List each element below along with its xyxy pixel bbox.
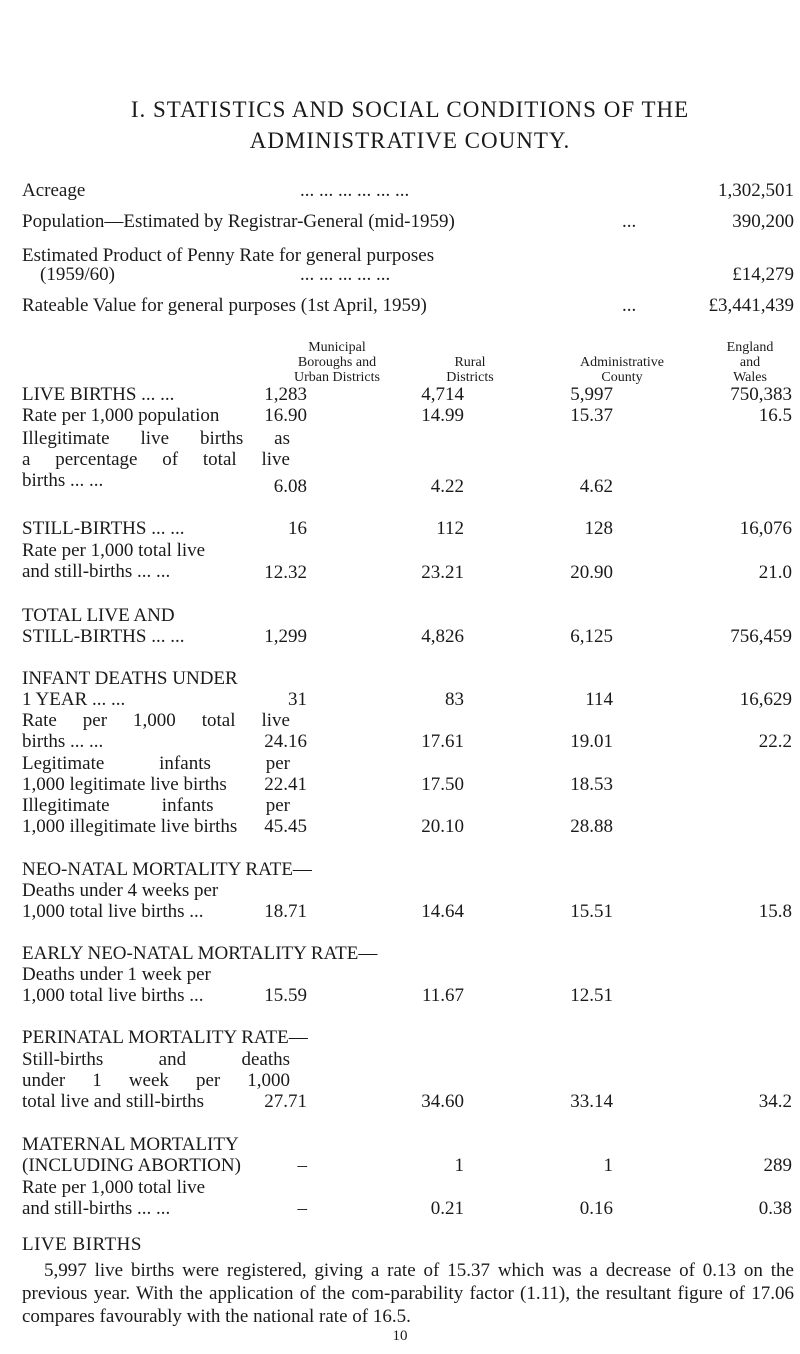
row-label-line: births ... ... [22, 470, 104, 491]
cell-value: 45.45 [264, 816, 307, 837]
cell-value: 12.32 [264, 562, 307, 583]
cell-value: 1 [603, 1155, 613, 1176]
page-number: 10 [392, 1328, 408, 1344]
cell-value: 5,997 [570, 384, 613, 405]
summary-value-penny-rate: £14,279 [732, 264, 794, 285]
section-heading-perinatal: PERINATAL MORTALITY RATE— [22, 1027, 308, 1048]
row-label-still-birth-rate [22, 540, 205, 582]
row-label-line: Legitimate infants per [22, 753, 290, 774]
cell-value: 20.10 [421, 816, 464, 837]
cell-value: 16.5 [758, 405, 792, 426]
row-label-line: and still-births ... ... [22, 1198, 171, 1219]
row-label-live-births: LIVE BIRTHS ... ... [22, 384, 175, 405]
section-heading-live-births: LIVE BIRTHS [22, 1234, 142, 1255]
cell-value: 22.2 [758, 731, 792, 752]
cell-value: 34.60 [421, 1091, 464, 1112]
row-label-line: INFANT DEATHS UNDER [22, 668, 238, 689]
section-heading-early-neo-natal: EARLY NEO-NATAL MORTALITY RATE— [22, 943, 378, 964]
cell-value: 4.62 [579, 476, 613, 497]
cell-value: 28.88 [570, 816, 613, 837]
cell-value: 114 [585, 689, 613, 710]
row-label-line: Rate per 1,000 total live [22, 1177, 206, 1198]
row-label-line: STILL-BIRTHS ... ... [22, 626, 185, 647]
cell-value: 4,714 [421, 384, 464, 405]
cell-value: 750,383 [730, 384, 792, 405]
row-label-neo-natal [22, 880, 218, 922]
row-label-line: Illegitimate infants per [22, 795, 290, 816]
row-label-line: Deaths under 4 weeks per [22, 880, 219, 901]
row-label-still-births: STILL-BIRTHS ... ... [22, 518, 185, 539]
cell-value: 27.71 [264, 1091, 307, 1112]
cell-value: 21.0 [758, 562, 792, 583]
summary-leader-population: ... [622, 211, 637, 232]
summary-label-acreage: Acreage [22, 180, 86, 201]
cell-value: 756,459 [730, 626, 792, 647]
column-header-line: Administrative [580, 355, 664, 370]
title-line-1: I. STATISTICS AND SOCIAL CONDITIONS OF THE [130, 97, 690, 122]
cell-value: 83 [445, 689, 464, 710]
column-header-england-wales [700, 340, 800, 385]
cell-value: 6.08 [273, 476, 307, 497]
row-label-rate-population: Rate per 1,000 population [22, 405, 220, 426]
row-label-line: Deaths under 1 week per [22, 964, 211, 985]
cell-value: 1,299 [264, 626, 307, 647]
row-label-line: and still-births ... ... [22, 561, 171, 582]
row-label-line: 1,000 total live births ... [22, 901, 204, 922]
cell-value: 4.22 [430, 476, 464, 497]
row-label-line: Rate per 1,000 total live [22, 710, 290, 731]
section-heading-neo-natal: NEO-NATAL MORTALITY RATE— [22, 859, 312, 880]
cell-value: 22.41 [264, 774, 307, 795]
row-label-illegitimate-infants [22, 795, 290, 837]
cell-value: 1,283 [264, 384, 307, 405]
summary-leader-penny-rate: ... ... ... ... ... [300, 264, 391, 285]
row-label-line: 1,000 legitimate live births [22, 774, 227, 795]
column-header-rural [415, 355, 525, 385]
cell-value: 14.99 [421, 405, 464, 426]
cell-value: 12.51 [570, 985, 613, 1006]
cell-value: 16,076 [739, 518, 792, 539]
cell-value: 14.64 [421, 901, 464, 922]
column-header-administrative [552, 355, 692, 385]
row-label-legitimate-infants [22, 753, 290, 795]
row-label-line: (INCLUDING ABORTION) [22, 1155, 241, 1176]
cell-value: 15.59 [264, 985, 307, 1006]
cell-value: 15.37 [570, 405, 613, 426]
row-label-line: TOTAL LIVE AND [22, 605, 175, 626]
row-label-line: Illegitimate live births as [22, 428, 290, 449]
row-label-line: total live and still-births [22, 1091, 205, 1112]
cell-value: 11.67 [421, 985, 464, 1006]
cell-value: 16 [288, 518, 307, 539]
cell-value: 15.8 [758, 901, 792, 922]
cell-value: 19.01 [570, 731, 613, 752]
summary-label-penny-rate: Estimated Product of Penny Rate for general purposes [22, 245, 435, 266]
row-label-line: 1,000 illegitimate live births [22, 816, 238, 837]
row-label-line: 1,000 total live births ... [22, 985, 204, 1006]
column-header-line: County [601, 370, 643, 385]
row-label-line: Still-births and deaths [22, 1049, 290, 1070]
row-label-line: births ... ... [22, 731, 104, 752]
column-header-line: Wales [733, 370, 767, 385]
row-label-maternal-rate [22, 1177, 205, 1219]
row-label-early-neo-natal [22, 964, 211, 1006]
row-label-infant-deaths [22, 668, 238, 710]
cell-value: 0.38 [758, 1198, 792, 1219]
summary-leader-acreage: ... ... ... ... ... ... [300, 180, 410, 201]
summary-value-population: 390,200 [732, 211, 794, 232]
cell-value: – [297, 1155, 307, 1176]
title-line-2: ADMINISTRATIVE COUNTY. [249, 128, 571, 153]
cell-value: 6,125 [570, 626, 613, 647]
row-label-line: MATERNAL MORTALITY [22, 1134, 239, 1155]
row-label-line: 1 YEAR ... ... [22, 689, 126, 710]
summary-label-rateable-value: Rateable Value for general purposes (1st April, 1959) [22, 295, 427, 316]
column-header-line: Municipal [308, 340, 366, 355]
cell-value: 24.16 [264, 731, 307, 752]
summary-value-acreage: 1,302,501 [718, 180, 794, 201]
cell-value: 18.53 [570, 774, 613, 795]
summary-label-population: Population—Estimated by Registrar-General (mid-1959) [22, 211, 455, 232]
cell-value: 0.16 [579, 1198, 613, 1219]
cell-value: 0.21 [430, 1198, 464, 1219]
cell-value: 15.51 [570, 901, 613, 922]
column-header-municipal [262, 340, 412, 385]
summary-value-rateable-value: £3,441,439 [708, 295, 794, 316]
row-label-perinatal [22, 1049, 290, 1112]
cell-value: 4,826 [421, 626, 464, 647]
row-label-line: Rate per 1,000 total live [22, 540, 206, 561]
cell-value: 23.21 [421, 562, 464, 583]
cell-value: 20.90 [570, 562, 613, 583]
cell-value: 17.50 [421, 774, 464, 795]
live-births-paragraph: 5,997 live births were registered, giving a rate of 15.37 which was a decrease of 0.13 on the previous year. With the application of the com-parability factor (1.11), the resultant figure of 17.06 compares favourably with the national rate of 16.5. [22, 1260, 794, 1327]
cell-value: 16,629 [739, 689, 792, 710]
column-header-line: Boroughs and [297, 355, 377, 370]
column-header-line: England [726, 340, 774, 355]
cell-value: 34.2 [758, 1091, 792, 1112]
row-label-line: a percentage of total live [22, 449, 290, 470]
cell-value: 31 [288, 689, 307, 710]
column-header-line: and [739, 355, 761, 370]
cell-value: 1 [454, 1155, 464, 1176]
cell-value: 16.90 [264, 405, 307, 426]
summary-leader-rateable-value: ... [622, 295, 637, 316]
summary-label2-penny-rate: (1959/60) [40, 264, 115, 285]
column-header-line: Urban Districts [294, 370, 380, 385]
column-header-line: Districts [446, 370, 494, 385]
cell-value: 33.14 [570, 1091, 613, 1112]
column-header-line: Rural [454, 355, 486, 370]
cell-value: 17.61 [421, 731, 464, 752]
row-label-infant-death-rate [22, 710, 290, 752]
row-label-total-live-still-births [22, 605, 184, 647]
cell-value: 18.71 [264, 901, 307, 922]
cell-value: 128 [584, 518, 613, 539]
row-label-maternal-mortality [22, 1134, 241, 1176]
row-label-illegitimate-percentage [22, 428, 290, 491]
cell-value: 289 [763, 1155, 792, 1176]
cell-value: 112 [436, 518, 464, 539]
cell-value: – [297, 1198, 307, 1219]
row-label-line: under 1 week per 1,000 [22, 1070, 290, 1091]
